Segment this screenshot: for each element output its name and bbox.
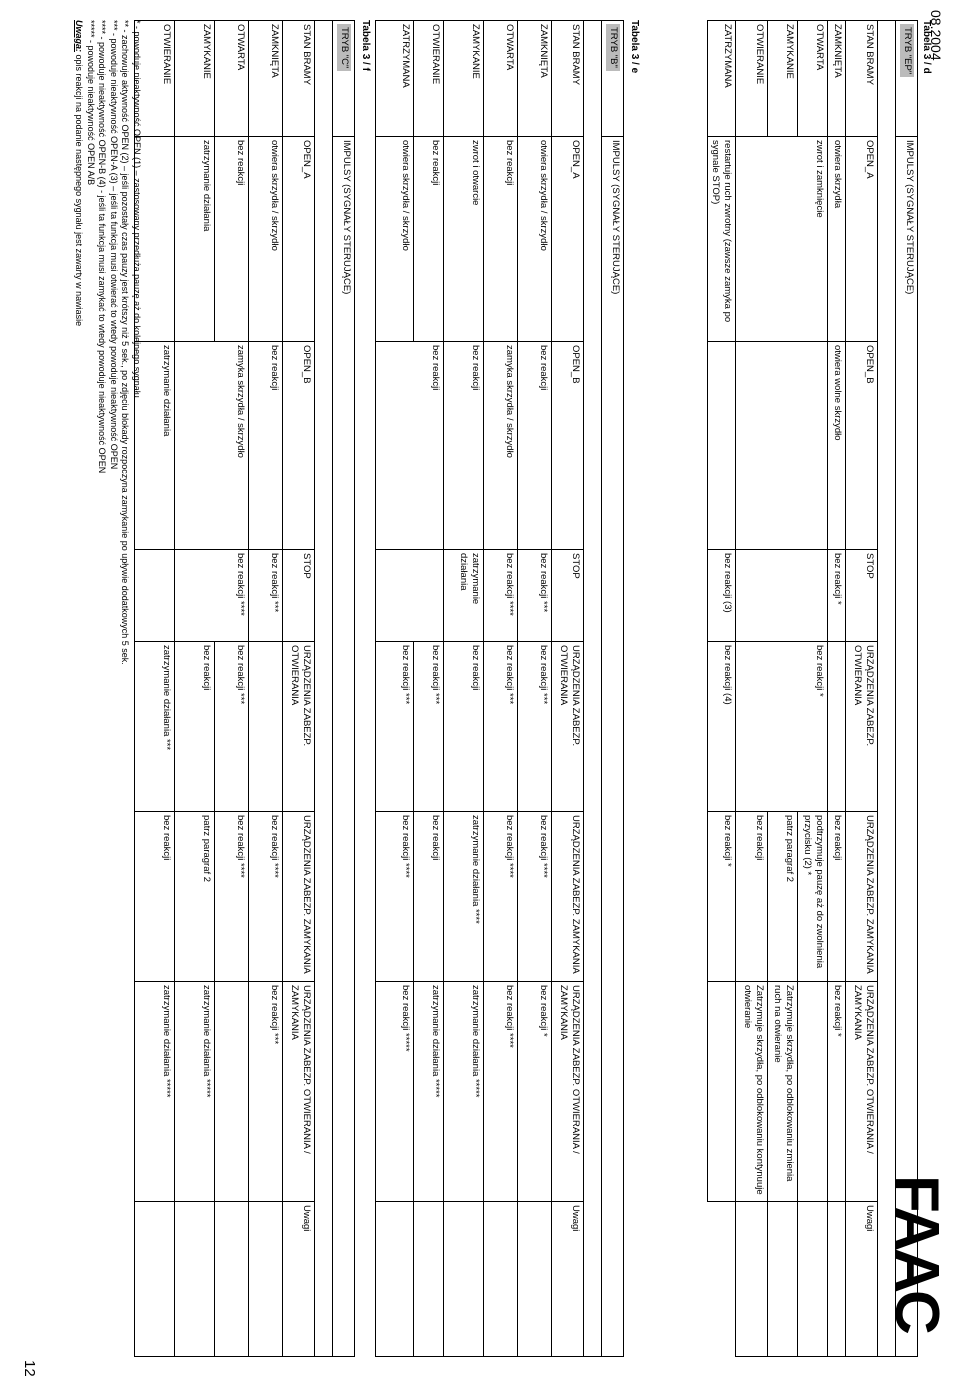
table-cell: bez reakcji *** [376, 642, 414, 812]
table-cell: bez reakcji [135, 812, 175, 982]
table-cell: bez reakcji * [828, 550, 846, 642]
gate-state-cell: ZAMKNIĘTA [249, 21, 283, 137]
table-caption: Tabela 3 / f [360, 20, 371, 71]
table-cell: Zatrzymuje skrzydła, po odblokowaniu kontynuuje otwieranie [736, 982, 768, 1202]
mode-table [375, 20, 624, 1357]
table-row [376, 21, 414, 1357]
mode-badge: TRYB "EP" [900, 24, 914, 77]
table-cell: bez reakcji (3) [707, 550, 735, 642]
table-row [215, 21, 249, 1357]
document-date: 08.2004 [928, 10, 944, 61]
table-cell [215, 1202, 249, 1357]
mode-table [707, 20, 918, 1357]
column-header: STOP [283, 550, 315, 642]
mode-cell [333, 21, 355, 137]
column-header: URZĄDZENIA ZABEZP. OTWIERANIA / ZAMYKANIA [846, 982, 878, 1202]
column-header: URZĄDZENIA ZABEZP. ZAMYKANIA [552, 812, 584, 982]
table-cell [707, 342, 735, 550]
column-header: STAN BRAMY [552, 21, 584, 137]
footnote-5: ***** - powoduje nieaktywność OPEN A/B [85, 20, 96, 186]
table-cell [376, 550, 444, 642]
table-cell [484, 1202, 518, 1357]
gate-state-cell: OTWARTA [484, 21, 518, 137]
table-cell [249, 1202, 283, 1357]
mode-table [134, 20, 355, 1357]
table-cell: zatrzymanie działania [175, 137, 215, 342]
column-header: URZĄDZENIA ZABEZP. OTWIERANIA [846, 642, 878, 812]
table-cell: bez reakcji * [707, 812, 735, 982]
mode-row [896, 21, 918, 1357]
mode-cell [602, 21, 624, 137]
table-row [249, 21, 283, 1357]
footnote-2: ** - zachowuje aktywność OPEN (2) – jeśli pozostały czas pauzy jest krótszy niż 5 sek., po zdjęciu blokady rozpoczyna zamykanie po upływie dodatkowych 5 sek. [120, 20, 131, 665]
table-cell: bez reakcji * [828, 982, 846, 1202]
table-cell [707, 982, 735, 1202]
table-cell: bez reakcji **** [484, 550, 518, 642]
table-cell [736, 1202, 768, 1357]
table-cell [828, 1202, 846, 1357]
column-header: OPEN_A [552, 137, 584, 342]
table-cell: otwiera skrzydła / skrzydło [249, 137, 283, 342]
header-row [552, 21, 584, 1357]
table-cell [736, 550, 828, 642]
column-header: STAN BRAMY [846, 21, 878, 137]
table-cell [249, 642, 283, 812]
mode-cell [896, 21, 918, 137]
table-row [444, 21, 484, 1357]
mode-badge: TRYB "B" [606, 24, 620, 71]
gate-state-cell: ZATRZYMANA [376, 21, 414, 137]
final-note-label: Uwaga: [74, 20, 85, 53]
table-cell: zwrot i zamknięcie [736, 137, 828, 342]
spacer-cell [315, 21, 333, 1357]
table-row [828, 21, 846, 1357]
table-row [484, 21, 518, 1357]
table-cell: zatrzymanie działania **** [444, 812, 484, 982]
footnotes [73, 20, 142, 665]
gate-state-cell: ZAMYKANIE [175, 21, 215, 137]
table-cell [798, 982, 828, 1202]
gate-state-cell: OTWARTA [798, 21, 828, 137]
table-cell: bez reakcji **** [376, 812, 414, 982]
table-cell: bez reakcji * [736, 642, 828, 812]
table-cell: bez reakcji [215, 137, 249, 342]
column-header: URZĄDZENIA ZABEZP. OTWIERANIA / ZAMYKANIA [283, 982, 315, 1202]
column-header: Uwagi [552, 1202, 584, 1357]
column-header: OPEN_A [283, 137, 315, 342]
table-cell: bez reakcji **** [249, 812, 283, 982]
table-cell: bez reakcji * [518, 982, 552, 1202]
table-cell: zamyka skrzydła / skrzydło [484, 342, 518, 550]
impulses-label: IMPULSY (SYGNAŁY STERUJĄCE) [602, 137, 624, 1357]
spacer-cell [878, 21, 896, 1357]
table-row [798, 21, 828, 1357]
column-header: URZĄDZENIA ZABEZP. OTWIERANIA [283, 642, 315, 812]
table-cell: otwiera skrzydła / skrzydło [376, 137, 414, 342]
column-header: URZĄDZENIA ZABEZP. ZAMYKANIA [846, 812, 878, 982]
table-cell: zatrzymanie działania [444, 550, 484, 642]
table-cell: bez reakcji [828, 812, 846, 982]
table-cell [414, 1202, 444, 1357]
table-cell: bez reakcji *** [249, 982, 283, 1202]
table-cell: podtrzymuje pauzę aż do zwolnienia przycisku (2) * [798, 812, 828, 982]
table-cell: zatrzymanie działania *** [135, 642, 175, 812]
impulses-label: IMPULSY (SYGNAŁY STERUJĄCE) [333, 137, 355, 1357]
footnote-4: **** - powoduje nieaktywność OPEN-B (4) - jeśli ta funkcja musi zamykać to wtedy powoduje nieaktywność OPEN [97, 20, 108, 474]
table-cell: restartuje ruch zwrotny (zawsze zamyka po sygnale STOP) [707, 137, 735, 342]
table-cell [828, 642, 846, 812]
table-cell: bez reakcji (4) [707, 642, 735, 812]
table-cell: bez reakcji *** [484, 642, 518, 812]
table-cell [135, 1202, 175, 1357]
column-header: URZĄDZENIA ZABEZP. ZAMYKANIA [283, 812, 315, 982]
table-cell: zatrzymanie działania ***** [414, 982, 444, 1202]
column-header: OPEN_B [846, 342, 878, 550]
table-cell: otwiera wolne skrzydło [828, 342, 846, 550]
gate-state-cell: OTWARTA [215, 21, 249, 137]
table-cell [518, 1202, 552, 1357]
table-row [518, 21, 552, 1357]
final-note-text: opis reakcji na podanie następnego sygnału jest zawarty w nawiasie [74, 52, 85, 327]
header-row [846, 21, 878, 1357]
table-cell: bez reakcji *** [518, 642, 552, 812]
table-cell: zwrot i otwarcie [444, 137, 484, 342]
logo-text: FAAC [882, 1175, 951, 1332]
header-row [283, 21, 315, 1357]
table-cell: bez reakcji *** [518, 550, 552, 642]
spacer-row [315, 21, 333, 1357]
table-cell: patrz paragraf 2 [768, 812, 798, 982]
gate-state-cell: OTWIERANIE [135, 21, 175, 137]
table-cell: bez reakcji [736, 812, 768, 982]
gate-state-cell: ZAMYKANIE [768, 21, 798, 137]
table-cell: bez reakcji [414, 137, 444, 342]
table-cell [215, 982, 249, 1202]
table-cell: otwiera skrzydła / skrzydło [518, 137, 552, 342]
impulses-label: IMPULSY (SYGNAŁY STERUJĄCE) [896, 137, 918, 1357]
page-number: 12 [21, 1360, 38, 1377]
column-header: URZĄDZENIA ZABEZP. OTWIERANIA [552, 642, 584, 812]
table-cell [798, 1202, 828, 1357]
footnote-1: * - powoduje nieaktywność OPEN (1) – zastosowany przedłuża pauzę aż do kolejnego sygnału [132, 20, 142, 398]
spacer-row [878, 21, 896, 1357]
table-cell: zatrzymanie działania ***** [444, 982, 484, 1202]
table-cell: zamyka skrzydła / skrzydło [175, 342, 249, 550]
column-header: Uwagi [283, 1202, 315, 1357]
table-caption: Tabela 3 / d [921, 20, 932, 74]
table-cell [768, 1202, 798, 1357]
table-cell: zatrzymanie działania ***** [175, 982, 215, 1202]
table-cell: bez reakcji [444, 642, 484, 812]
gate-state-cell: ZAMKNIĘTA [828, 21, 846, 137]
spacer-cell [584, 21, 602, 1357]
table-row [707, 21, 735, 1357]
table-cell: bez reakcji [444, 342, 484, 550]
table-cell: bez reakcji [484, 137, 518, 342]
table-row [175, 21, 215, 1357]
table-cell: bez reakcji *** [249, 550, 283, 642]
table-cell: bez reakcji **** [215, 812, 249, 982]
table-cell [736, 342, 828, 550]
column-header: OPEN_A [846, 137, 878, 342]
column-header: STAN BRAMY [283, 21, 315, 137]
mode-row [333, 21, 355, 1357]
table-cell [175, 1202, 215, 1357]
table-caption: Tabela 3 / e [629, 20, 640, 74]
table-cell: zatrzymanie działania [135, 342, 175, 550]
table-cell: bez reakcji [518, 342, 552, 550]
column-header: STOP [552, 550, 584, 642]
table-cell: Zatrzymuje skrzydła, po odblokowaniu zmienia ruch na otwieranie [768, 982, 798, 1202]
table-cell: bez reakcji [414, 812, 444, 982]
table-cell: bez reakcji **** [175, 550, 249, 642]
column-header: Uwagi [846, 1202, 878, 1357]
gate-state-cell: ZAMKNIĘTA [518, 21, 552, 137]
table-cell: bez reakcji **** [484, 812, 518, 982]
column-header: STOP [846, 550, 878, 642]
column-header: OPEN_B [283, 342, 315, 550]
table-cell: bez reakcji **** [484, 982, 518, 1202]
mode-badge: TRYB "C" [337, 24, 351, 71]
table-row [414, 21, 444, 1357]
table-cell: patrz paragraf 2 [175, 812, 215, 982]
table-cell: otwiera skrzydła [828, 137, 846, 342]
table-cell: bez reakcji [249, 342, 283, 550]
gate-state-cell: ZATRZYMANA [707, 21, 735, 137]
table-cell: bez reakcji [376, 342, 444, 550]
spacer-row [584, 21, 602, 1357]
table-cell [376, 1202, 414, 1357]
gate-state-cell: OTWIERANIE [414, 21, 444, 137]
final-note [73, 20, 85, 665]
table-cell: bez reakcji [175, 642, 215, 812]
column-header: OPEN_B [552, 342, 584, 550]
column-header: URZĄDZENIA ZABEZP. OTWIERANIA / ZAMYKANIA [552, 982, 584, 1202]
gate-state-cell: ZAMYKANIE [444, 21, 484, 137]
footnote-3: *** - powoduje nieaktywność OPEN-A (3) – jeśli ta funkcja musi otwierać to wtedy powoduje nieaktywność OPEN [108, 20, 119, 470]
table-cell: bez reakcji **** [518, 812, 552, 982]
table-cell: bez reakcji *** [215, 642, 249, 812]
table-cell [444, 1202, 484, 1357]
gate-state-cell: OTWIERANIE [736, 21, 768, 137]
mode-row [602, 21, 624, 1357]
table-cell: zatrzymanie działania ***** [135, 982, 175, 1202]
table-cell: bez reakcji *** [414, 642, 444, 812]
table-cell: bez reakcji ***** [376, 982, 414, 1202]
